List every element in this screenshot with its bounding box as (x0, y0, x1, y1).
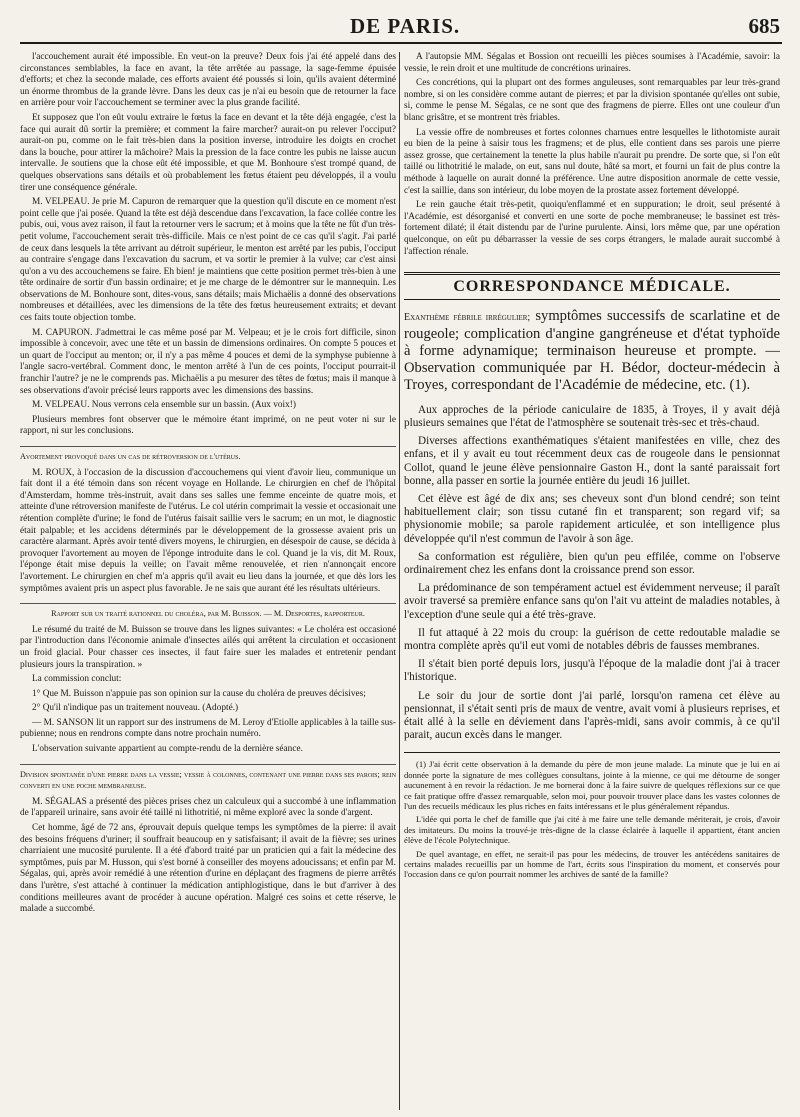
paragraph: M. SÉGALAS a présenté des pièces prises chez un calculeux qui a succombé à une inflammation de l'appareil urinaire, sans avoir été taillé ni lithotritié, ni même exploré avec la sonde d'argent. (20, 796, 396, 819)
paragraph: Cet élève est âgé de dix ans; ses cheveux sont d'un blond cendré; son teint habituellement clair; son tissu cutané fin et transparent; son regard vif; sa physionomie mobile; sa parole rapidement articulée, et son intelligence plus développée qu'il n'est commun de l'avoir à son âge. (404, 492, 780, 545)
paragraph: 2° Qu'il n'indique pas un traitement nouveau. (Adopté.) (32, 703, 239, 714)
paragraph: M. VELPEAU. Nous verrons cela ensemble sur un bassin. (Aux voix!) (32, 400, 296, 411)
footnote-paragraph: L'idée qui porta le chef de famille que j'ai cité à me faire une telle demande mériterait, je crois, d'avoir des imitateurs. Du moins la trouvé-je très-digne de la classe éclairée à laquelle il appartient, étant ancien élève de l'école Polytechnique. (404, 814, 780, 846)
paragraph: Cet homme, âgé de 72 ans, éprouvait depuis quelque temps les symptômes de la pierre: il avait des besoins fréquens d'uriner; il souffrait beaucoup en y satisfaisant; il avait de la fièvre; ses urines charriaient une mucosité purulente. Il a été d'abord traité par un praticien qui a fait la médecine des symptômes, puis par M. Husson, qui s'est borné à conseiller des moyens adoucissans; et enfin par M. Ségalas, qui, après avoir remédié à une rétention d'urine en déplaçant des fragmens de pierre arrêtés dans l'urètre, s'est attaché à continuer la médication antiphlogistique, dans le but d'arriver à des conditions meilleures avant de procéder à aucune opération. Malgré ces soins et cette réserve, le malade a succombé. (20, 823, 396, 915)
paragraph: La prédominance de son tempérament actuel est évidemment nerveuse; il paraît avoir traversé sa première enfance sans qu'on l'ait vu atteint de maladies notables, à l'exception d'une seule qui a été très-grave. (404, 582, 780, 621)
article-heading (404, 308, 780, 394)
correspondance-title: CORRESPONDANCE MÉDICALE. (404, 272, 780, 300)
paragraph: — M. SANSON lit un rapport sur des instrumens de M. Leroy d'Etiolle applicables à la taille sus-pubienne; nous en rendrons compte dans notre prochain numéro. (20, 717, 396, 740)
paragraph: M. CAPURON. J'admettrai le cas même posé par M. Velpeau; et je le crois fort difficile, sinon impossible à concevoir, avec une tête et un bassin de dimensions ordinaires. On compte 5 pouces et un quart de l'occiput au menton; or, il n'y a pas même 4 pouces et demi de la symphyse pubienne à l'angle sacro-vertébral. Comment donc, le menton arrêté à l'un de ces points, l'occiput pourrait-il franchir l'autre? je ne le comprends pas. Michaëlis a pu mesurer des têtes de fœtus; mais il manque à ses observations d'avoir précisé leurs rapports avec les dimensions des bassins. (20, 327, 396, 396)
article-heading-text: symptômes successifs de scarlatine et de rougeole; complication d'angine gangréneuse et d'état typhoïde à forme adynamique; terminaison heureuse et prompte. — Observation communiquée par H. Bédor, docteur-médecin à Troyes, correspondant de l'Académie de médecine, etc. (1). (404, 307, 780, 393)
paragraph: M. VELPEAU. Je prie M. Capuron de remarquer que la question qu'il discute en ce moment n'est point celle que j'ai posée. Quand la tête est déjà descendue dans l'excavation, la face collée contre les pubis, oui, vous avez raison, il faut la retourner vers le sacrum; et à moins que la tête ne fût d'un très-petit volume, l'accouchement serait très-difficile. Mais ce n'est point de ce cas qu'il s'agit. J'ai parlé de ceux dans lesquels la tête arrivant au détroit supérieur, le menton est arrêté par les pubis, l'occiput au contraire s'engage dans l'excavation du sacrum, et va sortir le premier à la vulve; car c'est ainsi qu'on a vu des accouchemens se faire. Eh bien! je maintiens que cette position permet très-bien à une tête ordinaire de sortir d'un bassin ordinaire; et je me charge de le démontrer sur le mannequin. Les observations de M. Bonhoure sont, dites-vous, sans détails; mais Michaëlis a donné des observations nombreuses et détaillées, avec les dimensions de la tête des fœtus heureusement extraits; et devant ces faits toute objection tombe. (20, 197, 396, 324)
page-number: 685 (748, 14, 780, 38)
running-title: DE PARIS. (350, 14, 461, 38)
footnote (404, 752, 780, 879)
paragraph: Et supposez que l'on eût voulu extraire le fœtus la face en devant et la tête déjà engagée, c'est la face qui aurait dû sortir la première; et comment la faire marcher? aurait-on pu relever l'occiput? aurait-on pu, comme on le fait très-bien dans la position inverse, introduire les doigts en crochet dans la bouche, pour attirer la mâchoire? Mais la pression de la face contre les pubis ne laisse aucun intervalle. Je soutiens que la chose eût été impossible, et que M. Bonhoure s'est trompé quand, de quelques observations sans détails et où probablement les fœtus étaient peu développés, il a voulu tirer une conséquence générale. (20, 112, 396, 193)
left-column (20, 52, 396, 1110)
paragraph: Le soir du jour de sortie dont j'ai parlé, lorsqu'on ramena cet élève au pensionnat, il s'était senti pris de maux de ventre, avait vomi à plusieurs reprises, et était allé à la selle en déviement dans l'après-midi, sans avoir commis, à ce qu'il parait, aucun excès dans le manger. (404, 689, 780, 742)
paragraph: Sa conformation est régulière, bien qu'un peu effilée, comme on l'observe ordinairement chez les enfans dont la croissance prend son essor. (404, 550, 780, 576)
paragraph: La vessie offre de nombreuses et fortes colonnes charnues entre lesquelles le lithotomiste aurait eu bien de la peine à saisir tous les fragmens; et de plus, elle contient dans ses parois une pierre assez grosse, que certainement la tenette la plus habile n'aurait pu prendre. De sorte que, si l'on eût taillé ou lithotritié le malade, on eut, sans nul doute, hâté sa mort, et fourni un fait de plus contre la méthode à laquelle on aurait donné la préférence. Une autre disposition anormale de cette vessie, c'est la saillie, dans son intérieur, du lobe moyen de la prostate assez fortement développé. (404, 127, 780, 196)
paragraph: Plusieurs membres font observer que le mémoire étant imprimé, on ne peut voter ni sur le rapport, ni sur les conclusions. (20, 414, 396, 437)
paragraph: Le rein gauche était très-petit, quoiqu'enflammé et en suppuration; le droit, seul présenté à l'Académie, est désorganisé et converti en une sorte de poche membraneuse; le bassinet est très-fortement dilaté; il était distendu par de l'urine purulente. Ainsi, lors même que, par une opération quelconque, on eût pu débarrasser la vessie de ses corps étrangers, le malade aurait succombé à l'affection rénale. (404, 200, 780, 257)
section-heading-vessie: Division spontanée d'une pierre dans la vessie; vessie à colonnes, contenant une pierre dans ses parois; rein converti en une poche membraneuse. (20, 764, 396, 792)
page-header (20, 8, 782, 44)
right-column (404, 52, 780, 1110)
footnote-paragraph: De quel avantage, en effet, ne serait-il pas pour les médecins, de trouver les antécédens sanitaires de certains malades recueillis par un homme de l'art, écrits sous l'inspiration du moment, et conservés pour l'occasion dans ce qu'on pourrait nommer les archives de santé de la famille? (404, 848, 780, 880)
paragraph: A l'autopsie MM. Ségalas et Bossion ont recueilli les pièces soumises à l'Académie, savoir: la vessie, le rein droit et une multitude de concrétions urinaires. (404, 52, 780, 74)
paragraph: l'accouchement aurait été impossible. En veut-on la preuve? Deux fois j'ai été appelé dans des circonstances semblables, la face en avant, la tête arrêtée au passage, la sage-femme épuisée d'efforts; et chez la seconde malade, ces efforts avaient été poussés si loin, qu'ils avaient déterminé un énorme thrombus de la grande lèvre. Dans les deux cas je n'ai eu besoin que de retourner la face en arrière pour voir l'accouchement se terminer avec la plus grande facilité. (20, 52, 396, 109)
paragraph: 1° Que M. Buisson n'appuie pas son opinion sur la cause du choléra de preuves décisives; (32, 688, 366, 699)
paragraph: Ces concrétions, qui la plupart ont des formes anguleuses, sont remarquables par leur très-grand nombre, si on les considère comme autant de pierres; et par la division spontanée qu'elles ont subie, si, comme le pense M. Ségalas, ce ne sont que des fragmens de pierre. Elles ont une couleur d'un blanc grisâtre, et se montrent très friables. (404, 78, 780, 123)
paragraph: L'observation suivante appartient au compte-rendu de la dernière séance. (32, 744, 303, 755)
paragraph: La commission conclut: (32, 674, 122, 685)
section-heading-cholera: Rapport sur un traité rationnel du choléra, par M. Buisson. — M. Desportes, rapporteur. (20, 603, 396, 620)
column-divider (399, 52, 400, 1110)
paragraph: Il fut attaqué à 22 mois du croup: la guérison de cette redoutable maladie se montra complète après qu'il eut vomi de notables débris de fausses membranes. (404, 626, 780, 652)
footnote-paragraph: (1) J'ai écrit cette observation à la demande du père de mon jeune malade. La minute que je lui en ai donnée porte la signature de mes collègues consultans, jointe à la mienne, ce qui me détourne de songer aucunement à en revoir la rédaction. Je me bornerai donc à la faire suivre de quelques réflexions sur ce que ce fait pratique offre d'assez remarquable, selon moi, pour pouvoir trouver place dans les vastes colonnes de l'un des recueils médicaux les plus riches en faits intéressans et le plus généralement répandus. (404, 759, 780, 811)
section-heading-retroversion: Avortement provoqué dans un cas de rétroversion de l'utérus. (20, 446, 396, 463)
paragraph: Aux approches de la période caniculaire de 1835, à Troyes, il y avait déjà plusieurs semaines que l'état de l'atmosphère se soutenait très-sec et très-chaud. (404, 403, 780, 429)
paragraph: Diverses affections exanthématiques s'étaient manifestées en ville, chez des enfans, et il y avait eu tout récemment deux cas de rougeole dans le pensionnat Collot, quand le jeune élève pensionnaire Gaston H., dont la santé paraissait fort bonne, alla passer en sortie la journée entière du jeudi 16 juillet. (404, 435, 780, 487)
paragraph: Il s'était bien porté depuis lors, jusqu'à l'époque de la maladie dont j'ai à tracer l'historique. (404, 658, 780, 684)
article-body (404, 404, 780, 743)
paragraph: Le résumé du traité de M. Buisson se trouve dans les lignes suivantes: « Le choléra est occasioné par l'introduction dans l'économie animale d'insectes ailés qui arrêtent la circulation et occasionent un froid glacial. Pour chasser ces insectes, il faut faire suer les malades et entretenir pendant plusieurs jours la transpiration. » (20, 624, 396, 670)
paragraph: M. ROUX, à l'occasion de la discussion d'accouchemens qui vient d'avoir lieu, communique un fait dont il a été témoin dans son récent voyage en Hollande. Le chirurgien en chef de l'hôpital d'Amsterdam, homme très-instruit, avait dans ses salles une femme enceinte de quatre mois, et atteinte d'une rétroversion manifeste de l'utérus. Le col utérin comprimait la vessie et occasionait une rétention complète d'urine; le fond de l'utérus faisait saillie vers le sacrum; en un mot, le diagnostic était palpable; et les accidens déterminés par le développement de la grossesse avaient pris un caractère alarmant. Après avoir tenté divers moyens, le chirurgien, en désespoir de cause, se décida à provoquer l'avortement au moyen de l'éponge introduite dans le col. Quand je la vis, dit M. Roux, l'éponge était mise depuis la veille; on l'avait même renouvelée, et rien n'annonçait encore l'avortement. Le chirurgien en chef m'a appris qu'il avait eu lieu dans la journée, et que dès lors les symptômes avaient pris un aspect plus favorable. Je ne sais que aurant été les résultats ultérieurs. (20, 467, 396, 594)
article-heading-lead: Exanthème fébrile irrégulier; (404, 311, 531, 323)
